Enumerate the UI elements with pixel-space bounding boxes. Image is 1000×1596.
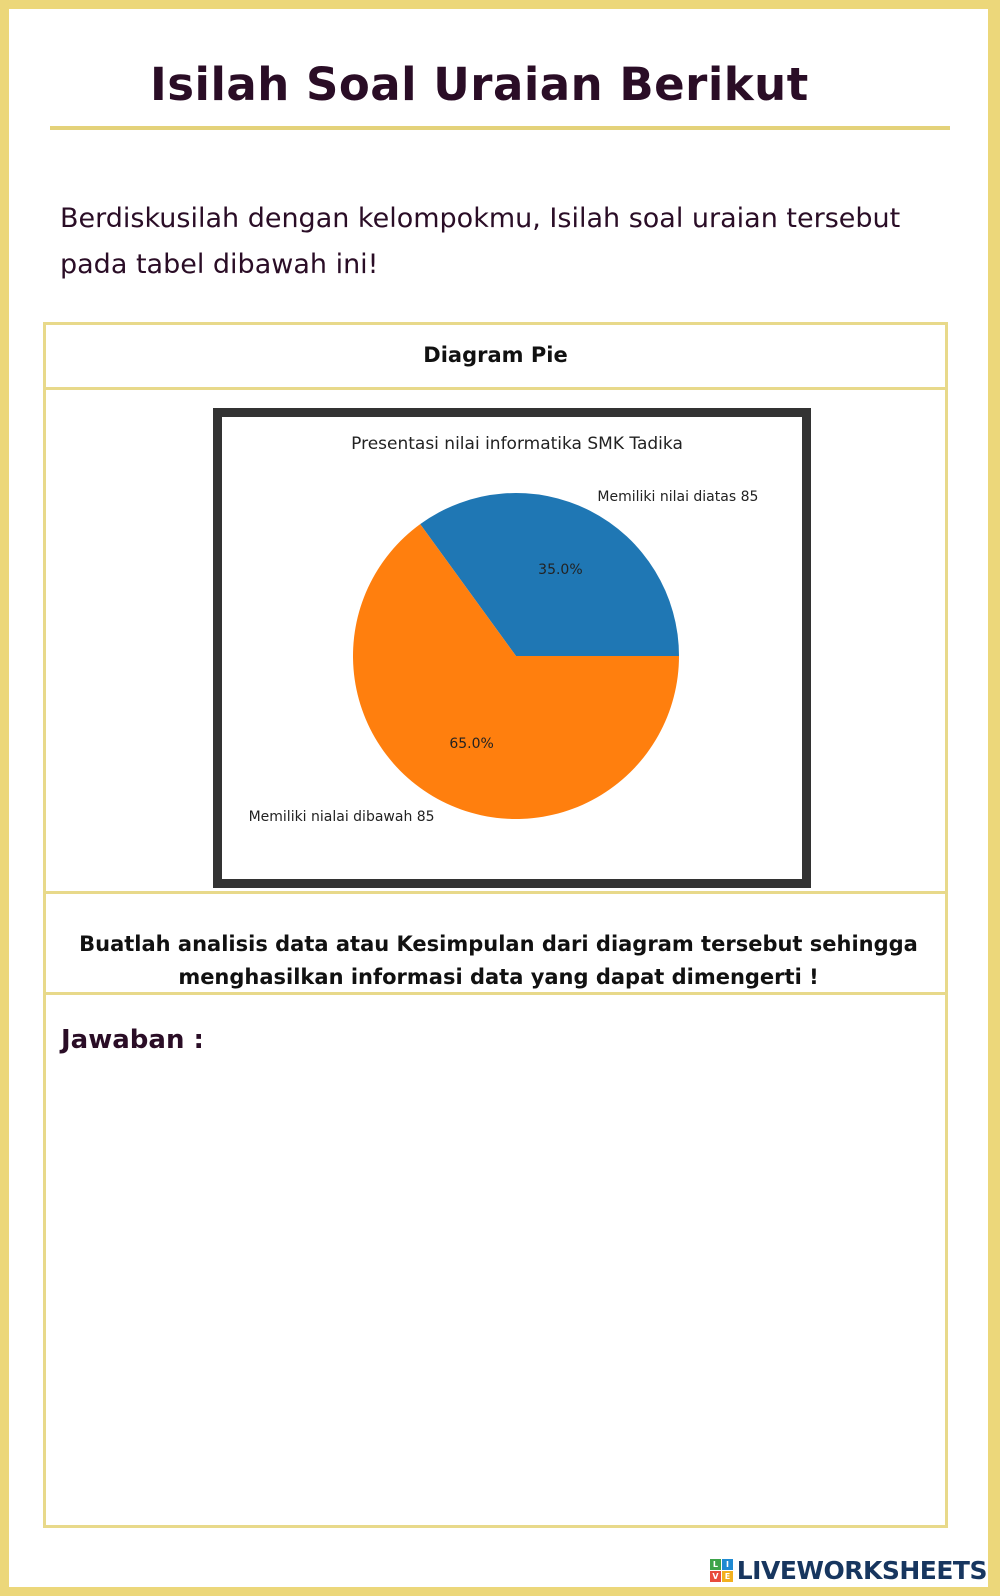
pie-percent-label: 35.0% bbox=[538, 561, 583, 578]
pie-chart bbox=[222, 417, 802, 879]
pie-chart-frame bbox=[213, 408, 811, 888]
instruction-text: Berdiskusilah dengan kelompokmu, Isilah soal uraian tersebut pada tabel dibawah ini! bbox=[60, 203, 901, 280]
pie-percent-label: 65.0% bbox=[449, 736, 494, 753]
table-heading: Diagram Pie bbox=[423, 343, 568, 367]
chart-title: Presentasi nilai informatika SMK Tadika bbox=[351, 434, 683, 454]
liveworksheets-logo-icon: L I V E bbox=[710, 1559, 733, 1582]
answer-input-area[interactable] bbox=[61, 1075, 933, 1505]
task-instruction: Buatlah analisis data atau Kesimpulan dari diagram tersebut sehingga menghasilkan informasi data yang dapat dimengerti ! bbox=[79, 932, 918, 989]
worksheet-table bbox=[43, 322, 948, 1528]
row-divider bbox=[46, 387, 945, 390]
pie-slice-label: Memiliki nilai diatas 85 bbox=[597, 489, 759, 506]
pie-slice-label: Memiliki nialai dibawah 85 bbox=[248, 808, 435, 825]
brand-name: LIVEWORKSHEETS bbox=[736, 1556, 987, 1585]
row-divider bbox=[46, 992, 945, 995]
liveworksheets-brand bbox=[710, 1556, 987, 1585]
title-underline bbox=[50, 126, 950, 130]
answer-label: Jawaban : bbox=[61, 1025, 204, 1055]
row-divider bbox=[46, 891, 945, 894]
page-title: Isilah Soal Uraian Berikut bbox=[150, 58, 809, 111]
